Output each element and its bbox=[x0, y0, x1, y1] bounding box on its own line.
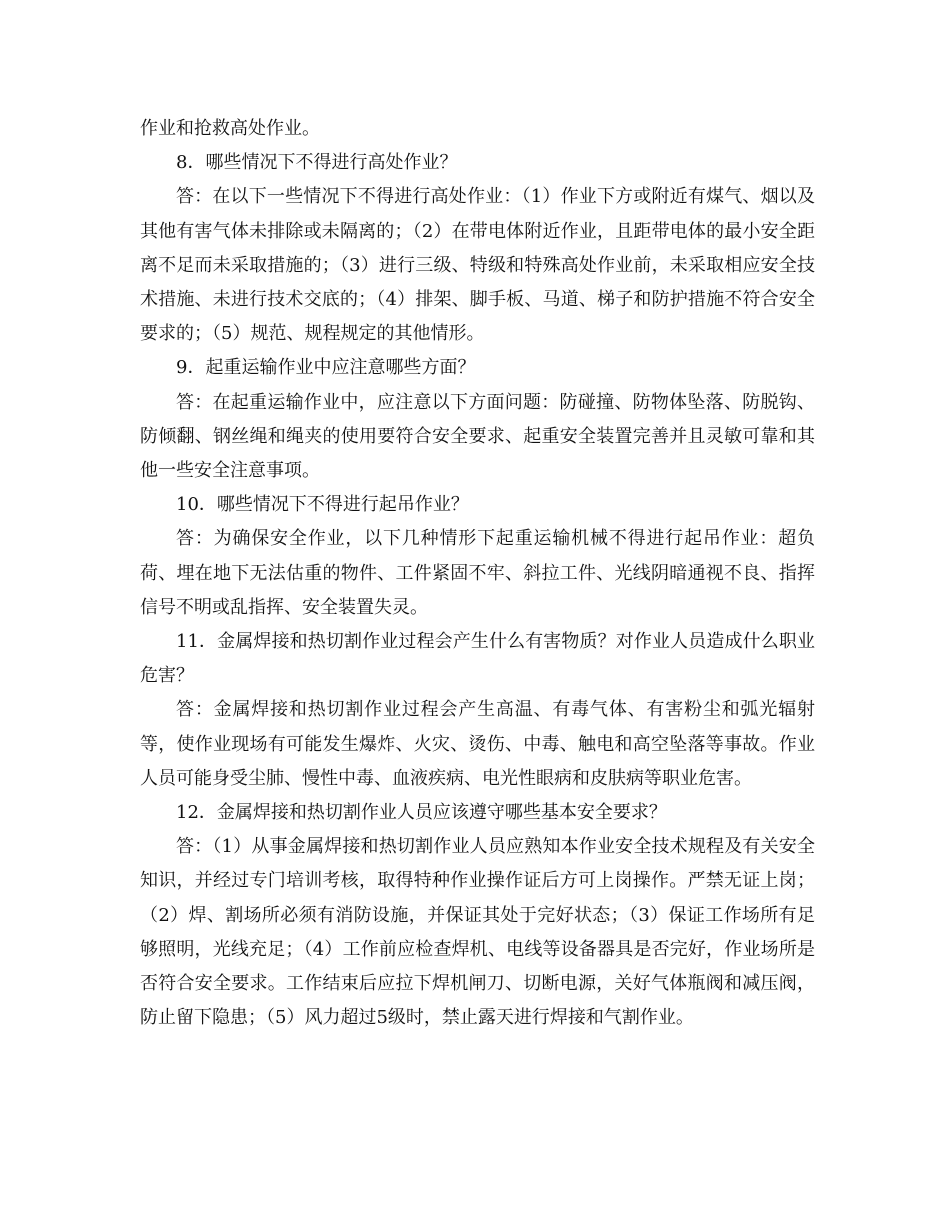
document-body bbox=[140, 112, 815, 1035]
question-11: 11．金属焊接和热切割作业过程会产生什么有害物质？对作业人员造成什么职业危害？ bbox=[140, 631, 815, 687]
question-8: 8．哪些情况下不得进行高处作业？ bbox=[176, 152, 458, 174]
question-10: 10．哪些情况下不得进行起吊作业？ bbox=[176, 494, 469, 516]
answer-11: 答：金属焊接和热切割作业过程会产生高温、有毒气体、有害粉尘和弧光辐射等，使作业现场有可能发生爆炸、火灾、烫伤、中毒、触电和高空坠落等事故。作业人员可能身受尘肺、慢性中毒、血液疾病、电光性眼病和皮肤病等职业危害。 bbox=[140, 699, 815, 789]
paragraph-continuation: 作业和抢救高处作业。 bbox=[140, 118, 320, 139]
question-9: 9．起重运输作业中应注意哪些方面？ bbox=[176, 357, 476, 379]
answer-10: 答：为确保安全作业，以下几种情形下起重运输机械不得进行起吊作业：超负荷、埋在地下无法估重的物件、工件紧固不牢、斜拉工件、光线阴暗通视不良、指挥信号不明或乱指挥、安全装置失灵。 bbox=[140, 528, 815, 618]
answer-8: 答：在以下一些情况下不得进行高处作业：（1）作业下方或附近有煤气、烟以及其他有害气体未排除或未隔离的；（2）在带电体附近作业，且距带电体的最小安全距离不足而未采取措施的；（3）进行三级、特级和特殊高处作业前，未采取相应安全技术措施、未进行技术交底的；（4）排架、脚手板、马道、梯子和防护措施不符合安全要求的；（5）规范、规程规定的其他情形。 bbox=[140, 186, 815, 345]
answer-9: 答：在起重运输作业中，应注意以下方面问题：防碰撞、防物体坠落、防脱钩、防倾翻、钢丝绳和绳夹的使用要符合安全要求、起重安全装置完善并且灵敏可靠和其他一些安全注意事项。 bbox=[140, 391, 815, 482]
question-12: 12．金属焊接和热切割作业人员应该遵守哪些基本安全要求？ bbox=[176, 802, 667, 824]
answer-12: 答：（1）从事金属焊接和热切割作业人员应熟知本作业安全技术规程及有关安全知识，并经过专门培训考核，取得特种作业操作证后方可上岗操作。严禁无证上岗；（2）焊、割场所必须有消防设施，并保证其处于完好状态；（3）保证工作场所有足够照明，光线充足；（4）工作前应检查焊机、电线等设备器具是否完好，作业场所是否符合安全要求。工作结束后应拉下焊机闸刀、切断电源，关好气体瓶阀和减压阀，防止留下隐患；（5）风力超过5级时，禁止露天进行焊接和气割作业。 bbox=[140, 836, 815, 1029]
